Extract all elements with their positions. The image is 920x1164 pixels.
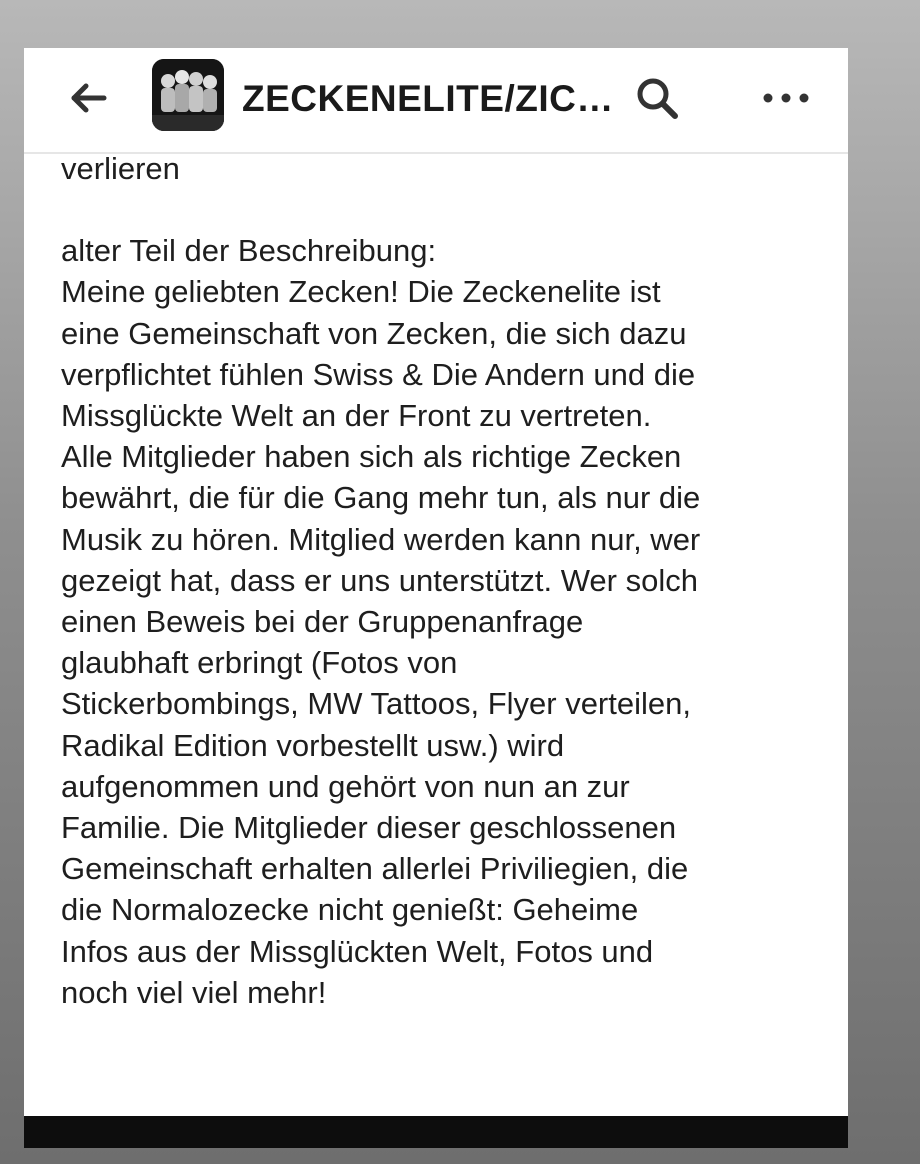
description-line: einen Beweis bei der Gruppenanfrage bbox=[61, 604, 584, 640]
description-line: gezeigt hat, dass er uns unterstützt. Wer solch bbox=[61, 562, 698, 598]
search-button[interactable] bbox=[629, 74, 685, 122]
description-line: Alle Mitglieder haben sich als richtige Zecken bbox=[61, 439, 682, 475]
top-navigation-bar bbox=[24, 48, 848, 154]
description-line: noch viel viel mehr! bbox=[61, 974, 327, 1010]
description-line: glaubhaft erbringt (Fotos von bbox=[61, 645, 458, 681]
group-avatar[interactable] bbox=[152, 59, 224, 131]
description-line: Radikal Edition vorbestellt usw.) wird bbox=[61, 727, 565, 763]
description-line: Meine geliebten Zecken! Die Zeckenelite ist bbox=[61, 274, 661, 310]
description-line: Missglückte Welt an der Front zu vertreten. bbox=[61, 398, 652, 434]
group-title[interactable]: ZECKENELITE/ZIC… bbox=[242, 78, 614, 119]
more-horizontal-icon bbox=[761, 91, 811, 105]
description-line: Infos aus der Missglückten Welt, Fotos und bbox=[61, 933, 654, 969]
description-line: bewährt, die für die Gang mehr tun, als nur die bbox=[61, 480, 701, 516]
bottom-black-strip bbox=[24, 1116, 848, 1148]
facebook-group-screen bbox=[24, 48, 848, 1148]
description-line: Musik zu hören. Mitglied werden kann nur, wer bbox=[61, 521, 701, 557]
more-options-button[interactable] bbox=[758, 74, 814, 122]
back-button[interactable] bbox=[64, 74, 112, 122]
description-line: Stickerbombings, MW Tattoos, Flyer verteilen, bbox=[61, 686, 691, 722]
description-line: Gemeinschaft erhalten allerlei Priviliegien, die bbox=[61, 851, 689, 887]
description-line: verpflichtet fühlen Swiss & Die Andern und die bbox=[61, 356, 696, 392]
old-description-heading: alter Teil der Beschreibung: bbox=[61, 233, 437, 269]
paragraph-spacer bbox=[61, 189, 831, 230]
arrow-left-icon bbox=[68, 82, 108, 114]
group-description bbox=[61, 148, 831, 1013]
description-line: eine Gemeinschaft von Zecken, die sich dazu bbox=[61, 315, 687, 351]
search-icon bbox=[634, 75, 680, 121]
description-intro-fragment: verlieren bbox=[61, 151, 180, 186]
description-line: aufgenommen und gehört von nun an zur bbox=[61, 768, 630, 804]
description-line: die Normalozecke nicht genießt: Geheime bbox=[61, 892, 639, 928]
group-photo-image bbox=[152, 59, 224, 131]
description-line: Familie. Die Mitglieder dieser geschlossenen bbox=[61, 810, 677, 846]
